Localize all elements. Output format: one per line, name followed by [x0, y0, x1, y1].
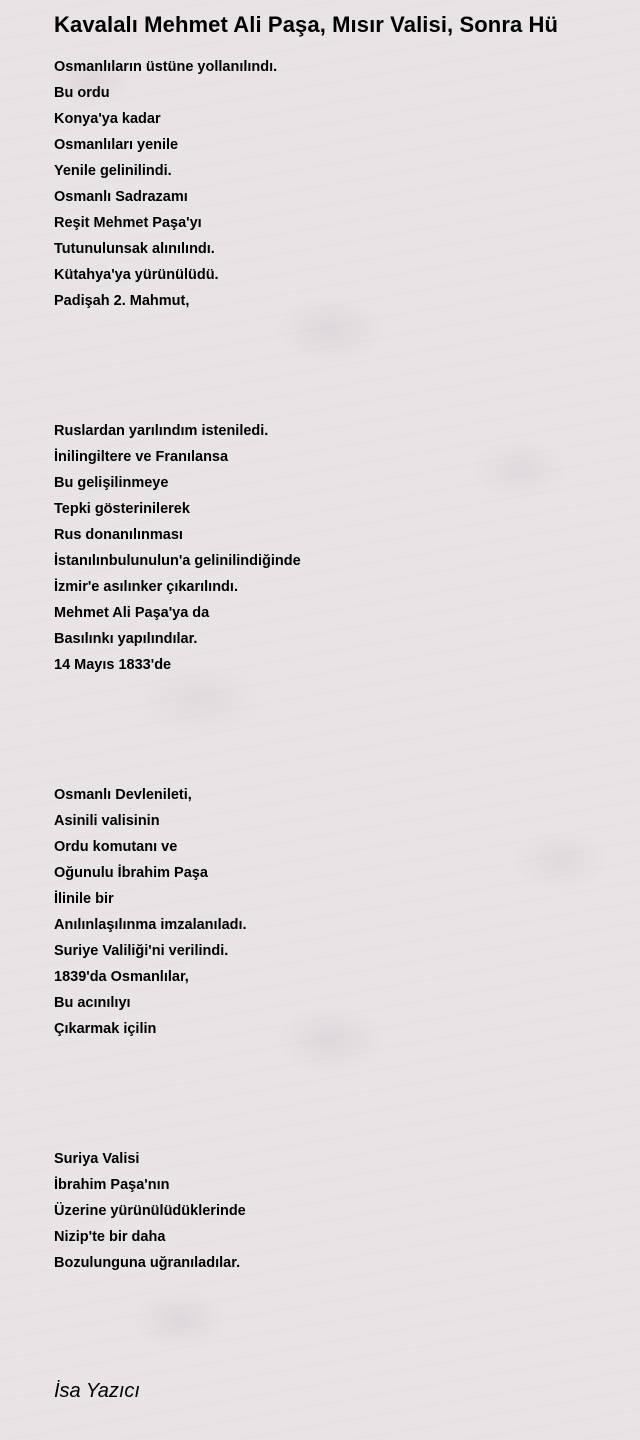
- poem-line: İlinile bir: [54, 891, 114, 907]
- poem-line: Osmanlıları yenile: [54, 137, 179, 153]
- stanza-gap: [54, 314, 614, 418]
- poem-line: Tepki gösterinilerek: [54, 501, 190, 517]
- poem-line: Suriya Valisi: [54, 1151, 140, 1167]
- poem-author: İsa Yazıcı: [54, 1380, 140, 1402]
- poem-line: İstanılınbulunulun'a gelinilindiğinde: [54, 553, 301, 569]
- poem-line: Nizip'te bir daha: [54, 1229, 166, 1245]
- poem-line: Anılınlaşılınma imzalanıladı.: [54, 917, 247, 933]
- poem-title: Kavalalı Mehmet Ali Paşa, Mısır Valisi, Sonra Hü: [54, 12, 559, 37]
- poem-line: İbrahim Paşa'nın: [54, 1177, 170, 1193]
- poem-body: [54, 54, 614, 1276]
- poem-line: 1839'da Osmanlılar,: [54, 969, 189, 985]
- poem-line: İnilingiltere ve Franılansa: [54, 449, 229, 465]
- poem-line: Reşit Mehmet Paşa'yı: [54, 215, 202, 231]
- poem-line: Yenile gelinilindi.: [54, 163, 172, 179]
- stanza: [54, 782, 614, 1042]
- poem-line: Bu gelişilinmeye: [54, 475, 169, 491]
- stanza: [54, 418, 614, 678]
- poem-line: Osmanlı Sadrazamı: [54, 189, 188, 205]
- poem-line: 14 Mayıs 1833'de: [54, 657, 172, 673]
- poem-line: Tutunulunsak alınılındı.: [54, 241, 215, 257]
- poem-line: Rus donanılınması: [54, 527, 183, 543]
- poem-line: Suriye Valiliği'ni verilindi.: [54, 943, 229, 959]
- poem-line: Bu acınılıyı: [54, 995, 131, 1011]
- poem-line: Üzerine yürünülüdüklerinde: [54, 1203, 246, 1219]
- poem-line: Ordu komutanı ve: [54, 839, 178, 855]
- stanza-gap: [54, 678, 614, 782]
- poem-line: Ruslardan yarılındım isteniledi.: [54, 423, 269, 439]
- stanza: [54, 1146, 614, 1276]
- poem-line: Konya'ya kadar: [54, 111, 161, 127]
- poem-line: Basılınkı yapılındılar.: [54, 631, 198, 647]
- poem-line: Osmanlıların üstüne yollanılındı.: [54, 59, 278, 75]
- poem-line: Padişah 2. Mahmut,: [54, 293, 190, 309]
- stanza-gap: [54, 1042, 614, 1146]
- poem-line: Oğunulu İbrahim Paşa: [54, 865, 208, 881]
- poem-line: Kütahya'ya yürünülüdü.: [54, 267, 219, 283]
- poem-line: İzmir'e asılınker çıkarılındı.: [54, 579, 238, 595]
- poem-line: Osmanlı Devlenileti,: [54, 787, 192, 803]
- poem-line: Bu ordu: [54, 85, 110, 101]
- poem-line: Bozulunguna uğranıladılar.: [54, 1255, 241, 1271]
- poem-line: Mehmet Ali Paşa'ya da: [54, 605, 210, 621]
- poem-line: Asinili valisinin: [54, 813, 160, 829]
- stanza: [54, 54, 614, 314]
- poem-line: Çıkarmak içilin: [54, 1021, 157, 1037]
